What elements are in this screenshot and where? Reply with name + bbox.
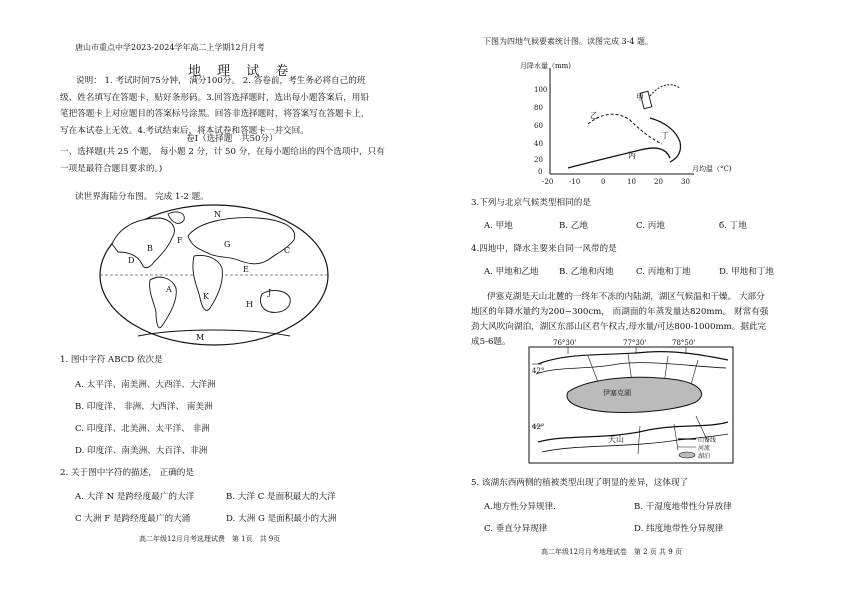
lake-map-lon-3: 78°50' — [672, 339, 696, 347]
curve-jia — [650, 85, 680, 96]
question-2-option-b[interactable]: B. 大洋 C 是面积最大的大洋 — [226, 492, 336, 502]
question-4-stem: 4.四地中，降水主要来自同一风带的是 — [471, 244, 617, 254]
chart-x-tick-10: 10 — [627, 178, 636, 186]
question-1-option-a[interactable]: A. 太平洋、南美洲、大西洋、大洋洲 — [75, 380, 216, 390]
question-3-option-d[interactable]: б. 丁地 — [719, 221, 747, 231]
left-footer: 高二年级12月月考选理试费 第 1页 共 9页 — [139, 535, 281, 543]
map-label-d: D — [128, 256, 135, 265]
question-5-stem: 5. 该湖东西两侧的植被类型出现了明显的差异，这体现了 — [471, 478, 689, 488]
map-label-h: H — [246, 300, 253, 309]
map-label-g: G — [224, 240, 231, 249]
question-5-option-d[interactable]: D. 纬度地带性分异规律 — [634, 524, 724, 534]
mountain-label: 天山 — [608, 435, 624, 444]
map-label-a: A — [166, 285, 172, 294]
question-2-option-d[interactable]: D. 大洲 G 是面积最小的大洲 — [226, 514, 337, 524]
curve-label-bing: 丙 — [628, 151, 636, 160]
question-2-option-a[interactable]: A. 大洋 N 是跨经度最广的大洋 — [75, 492, 195, 502]
question-1-option-b[interactable]: B. 印度洋、 非洲、大西洋、 南美洲 — [75, 402, 213, 412]
question-4-option-c[interactable]: C. 丙地和丁地 — [636, 267, 691, 277]
question-5-option-a[interactable]: A.地方性分异规律. — [484, 502, 556, 512]
lake-name: 伊塞克湖 — [603, 389, 631, 397]
lake-passage: 伊塞克湖是天山北麓的一终年不冻的内陆湖，湖区气候温和干燥。 大部分地区的年降水量约为200~300cm， 而湖面的年蒸发量达820mm。 财常有强劲大风吹向湖泊，湖区东部山区君午权古,母水量/可达800-1000mm。据此完成5-6题。 — [471, 292, 769, 347]
lake-map-lat-1: 42° — [532, 367, 545, 375]
lake-map-lon-1: 76°30' — [553, 339, 577, 347]
chart-y-tick-20: 20 — [534, 156, 543, 164]
question-3-option-a[interactable]: A. 甲地 — [484, 221, 513, 231]
question-4-option-b[interactable]: B. 乙地和丙地 — [559, 267, 614, 277]
chart-y-tick-0: 0 — [538, 168, 543, 176]
school-header: 唐山市重点中学2023-2024学年高二上学期12月月考 — [75, 43, 265, 52]
lake-map-lat-2: 42° — [532, 423, 545, 431]
instructions: 说明： 1. 考试时间75分钟， 满分100分。 2. 答卷前，考生务必将自己的班级、姓名填写在答题卡，贴好条形码。3.回答选择题时，选出每小题答案后，用铅笔把答题卡上对应题目的答案标号涂黑。回答非选择题时，将答案写在答题卡上，写在本试卷上无效。4.考试结束后，将本试卷和答题卡一并交回。 — [60, 76, 370, 136]
section-intro-line1: 一、选择题(共 25 个题， 每小题 2 分，计 50 分，在每小题给出的四个选项中，只有 — [60, 147, 385, 157]
legend-lake: 湖泊 — [698, 453, 711, 460]
legend-ridge: 山脊线 — [698, 437, 717, 444]
chart-x-tick-30: 30 — [681, 178, 690, 186]
legend-river: 河流 — [698, 445, 711, 452]
map-label-e: E — [243, 265, 249, 274]
chart-x-tick-m20: -20 — [542, 178, 554, 186]
map-label-m: M — [196, 333, 205, 342]
map-label-c: C — [284, 246, 291, 255]
chart-y-tick-60: 60 — [534, 122, 543, 130]
chart-y-tick-80: 80 — [534, 104, 543, 112]
question-4-option-a[interactable]: A. 甲地和乙地 — [484, 267, 539, 277]
map-label-b: B — [147, 244, 153, 253]
map-intro: 读世界海陆分布图。 完成 1-2 题。 — [75, 192, 209, 202]
question-2-stem: 2. 关于图中字符的描述， 正确的是 — [60, 468, 194, 478]
chart-x-tick-m10: -10 — [569, 178, 581, 186]
chart-x-title: 月均温（°C) — [692, 165, 732, 173]
climate-chart — [520, 58, 710, 190]
map-label-k: K — [203, 292, 209, 301]
question-1-option-d[interactable]: D. 印度洋、南美洲、大百洋、非洲 — [75, 446, 208, 456]
right-footer: 高二年级12月月考地理试卷 第 2 页 共 9 页 — [541, 548, 682, 556]
question-5-option-c[interactable]: C. 垂直分异规律 — [484, 524, 548, 534]
climate-intro: 下图为四地气候要素统计图。读图完成 3-4 题。 — [483, 37, 653, 46]
curve-bing — [568, 148, 670, 168]
question-3-stem: 3.下列与北京气候类型相同的是 — [471, 198, 591, 208]
chart-y-tick-100: 100 — [534, 86, 548, 94]
chart-x-tick-20: 20 — [654, 178, 663, 186]
page-title: 地 理 试 卷 — [188, 64, 295, 79]
map-label-j: J — [268, 288, 272, 297]
question-5-option-b[interactable]: B. 干湿度地带性分异放律 — [634, 502, 732, 512]
curve-label-jia: 甲 — [636, 93, 644, 102]
section-intro-line2: 一项是最符合题目要求的。) — [60, 164, 163, 174]
question-3-option-b[interactable]: B. 乙地 — [559, 221, 588, 231]
chart-x-tick-0: 0 — [601, 178, 606, 186]
question-3-option-c[interactable]: C. 丙地 — [636, 221, 665, 231]
map-label-n: N — [214, 210, 221, 219]
section-title: 卷Ⅰ（选择题 共50分） — [186, 134, 278, 144]
question-1-stem: 1. 图中字符 ABCD 依次是 — [60, 355, 163, 365]
map-label-f: F — [177, 236, 183, 245]
chart-y-title: 月降水量（mm) — [520, 62, 572, 70]
curve-label-yi: 乙 — [590, 111, 598, 120]
world-map — [98, 204, 330, 346]
question-4-option-d[interactable]: D. 甲地和丁地 — [719, 267, 775, 277]
lake-map-lon-2: 77°30' — [623, 339, 647, 347]
question-2-option-c[interactable]: C 大洲 F 是跨经度最广的大涌 — [75, 514, 191, 524]
chart-y-tick-40: 40 — [534, 140, 543, 148]
curve-label-ding: 丁 — [661, 131, 669, 140]
question-1-option-c[interactable]: C. 印度洋、北美洲、太平洋、 非洲 — [75, 424, 210, 434]
